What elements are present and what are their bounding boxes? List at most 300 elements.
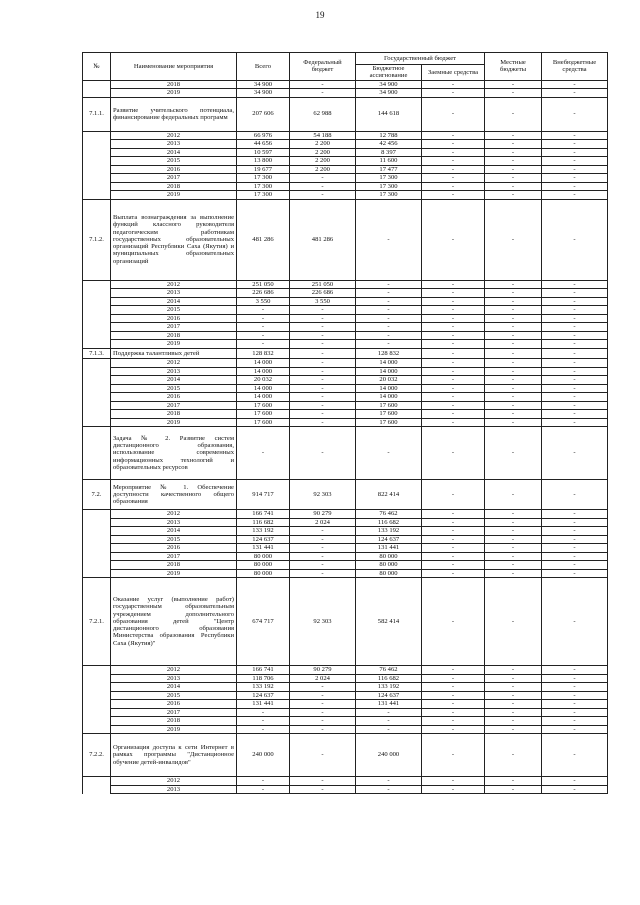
cell-state-assign: 240 000 <box>356 734 422 777</box>
header-federal: Федеральный бюджет <box>290 53 356 81</box>
cell-total: 674 717 <box>237 578 290 666</box>
cell-year: 2014 <box>111 148 237 157</box>
cell-local: - <box>485 148 542 157</box>
table-row-year <box>83 376 608 385</box>
cell-federal: - <box>290 777 356 786</box>
cell-local: - <box>485 348 542 359</box>
cell-state-assign: 42 456 <box>356 140 422 149</box>
cell-federal: 226 686 <box>290 289 356 298</box>
cell-total: 14 000 <box>237 384 290 393</box>
cell-state-assign: 80 000 <box>356 569 422 578</box>
table-row-year <box>83 182 608 191</box>
cell-federal: 54 188 <box>290 131 356 140</box>
cell-state-loan: - <box>422 199 485 280</box>
cell-extra: - <box>542 708 608 717</box>
cell-no <box>83 306 111 315</box>
cell-year: 2014 <box>111 297 237 306</box>
cell-no <box>83 89 111 98</box>
cell-extra: - <box>542 376 608 385</box>
cell-extra: - <box>542 280 608 289</box>
cell-total: - <box>237 340 290 349</box>
table-row-item <box>83 734 608 777</box>
cell-year: 2019 <box>111 725 237 734</box>
table-row-year <box>83 191 608 200</box>
cell-state-assign: 116 682 <box>356 518 422 527</box>
cell-total: 80 000 <box>237 561 290 570</box>
table-row-year <box>83 359 608 368</box>
cell-no <box>83 691 111 700</box>
cell-extra: - <box>542 683 608 692</box>
cell-federal: - <box>290 527 356 536</box>
cell-state-assign: 124 637 <box>356 691 422 700</box>
cell-state-loan: - <box>422 331 485 340</box>
cell-year: 2013 <box>111 674 237 683</box>
cell-local: - <box>485 700 542 709</box>
cell-state-loan: - <box>422 289 485 298</box>
cell-extra: - <box>542 427 608 480</box>
cell-federal: - <box>290 691 356 700</box>
cell-state-loan: - <box>422 674 485 683</box>
table-row-year <box>83 393 608 402</box>
table-row-year <box>83 510 608 519</box>
cell-no <box>83 683 111 692</box>
cell-no <box>83 535 111 544</box>
cell-local: - <box>485 518 542 527</box>
cell-year: 2015 <box>111 535 237 544</box>
cell-total: 14 000 <box>237 393 290 402</box>
cell-extra: - <box>542 331 608 340</box>
cell-year: 2016 <box>111 165 237 174</box>
cell-federal: - <box>290 561 356 570</box>
cell-local: - <box>485 552 542 561</box>
cell-federal: - <box>290 427 356 480</box>
cell-no: 7.1.3. <box>83 348 111 359</box>
table-row-year <box>83 174 608 183</box>
table-row-year <box>83 314 608 323</box>
cell-extra: - <box>542 97 608 131</box>
table-row-year <box>83 401 608 410</box>
cell-federal: - <box>290 785 356 794</box>
cell-local: - <box>485 131 542 140</box>
cell-extra: - <box>542 314 608 323</box>
header-extra: Внебюджетные средства <box>542 53 608 81</box>
cell-local: - <box>485 359 542 368</box>
table-row-year <box>83 140 608 149</box>
cell-state-assign: 20 032 <box>356 376 422 385</box>
cell-total: 226 686 <box>237 289 290 298</box>
cell-year: 2013 <box>111 367 237 376</box>
table-row-year <box>83 561 608 570</box>
cell-local: - <box>485 785 542 794</box>
cell-state-loan: - <box>422 306 485 315</box>
cell-total: 481 286 <box>237 199 290 280</box>
cell-year: 2018 <box>111 182 237 191</box>
cell-state-loan: - <box>422 410 485 419</box>
cell-no <box>83 359 111 368</box>
cell-year: 2015 <box>111 384 237 393</box>
table-row-year <box>83 280 608 289</box>
cell-federal: - <box>290 384 356 393</box>
cell-federal: 3 550 <box>290 297 356 306</box>
cell-local: - <box>485 323 542 332</box>
cell-state-assign: 17 600 <box>356 410 422 419</box>
page-number: 19 <box>315 10 325 20</box>
cell-local: - <box>485 510 542 519</box>
cell-total: 17 300 <box>237 182 290 191</box>
cell-no <box>83 717 111 726</box>
cell-state-assign: - <box>356 323 422 332</box>
cell-state-loan: - <box>422 157 485 166</box>
cell-federal: - <box>290 306 356 315</box>
table-row-year <box>83 777 608 786</box>
cell-state-loan: - <box>422 700 485 709</box>
table-row-year <box>83 717 608 726</box>
cell-extra: - <box>542 359 608 368</box>
cell-state-loan: - <box>422 401 485 410</box>
cell-no <box>83 777 111 786</box>
cell-total: 116 682 <box>237 518 290 527</box>
cell-no <box>83 401 111 410</box>
cell-extra: - <box>542 340 608 349</box>
cell-federal: - <box>290 708 356 717</box>
cell-federal: - <box>290 725 356 734</box>
cell-local: - <box>485 401 542 410</box>
cell-no <box>83 157 111 166</box>
cell-no <box>83 367 111 376</box>
cell-no <box>83 376 111 385</box>
cell-no <box>83 331 111 340</box>
cell-state-assign: 17 477 <box>356 165 422 174</box>
cell-year: 2019 <box>111 191 237 200</box>
cell-name: Организация доступа к сети Интернет в рамках программы "Дистанционное обучение детей-инвалидов" <box>111 734 237 777</box>
cell-state-assign: - <box>356 331 422 340</box>
cell-no <box>83 80 111 89</box>
cell-extra: - <box>542 289 608 298</box>
cell-federal: 2 024 <box>290 518 356 527</box>
cell-state-assign: 582 414 <box>356 578 422 666</box>
cell-extra: - <box>542 323 608 332</box>
cell-total: 124 637 <box>237 691 290 700</box>
cell-no <box>83 340 111 349</box>
cell-year: 2015 <box>111 691 237 700</box>
table-header-row <box>83 53 608 65</box>
cell-state-loan: - <box>422 510 485 519</box>
cell-state-loan: - <box>422 384 485 393</box>
cell-year: 2012 <box>111 280 237 289</box>
table-row-item <box>83 348 608 359</box>
cell-total: 17 300 <box>237 191 290 200</box>
table-row-year <box>83 297 608 306</box>
cell-state-assign: 34 900 <box>356 80 422 89</box>
cell-state-loan: - <box>422 734 485 777</box>
header-state-loan: Заемные средства <box>422 65 485 81</box>
table-row-year <box>83 289 608 298</box>
cell-state-assign: 14 000 <box>356 367 422 376</box>
cell-state-assign: 8 397 <box>356 148 422 157</box>
cell-extra: - <box>542 199 608 280</box>
cell-local: - <box>485 289 542 298</box>
cell-total: 14 000 <box>237 359 290 368</box>
cell-state-loan: - <box>422 777 485 786</box>
cell-local: - <box>485 199 542 280</box>
cell-year: 2019 <box>111 89 237 98</box>
cell-extra: - <box>542 578 608 666</box>
cell-total: 17 600 <box>237 418 290 427</box>
table-row-year <box>83 340 608 349</box>
cell-state-assign: 12 788 <box>356 131 422 140</box>
cell-state-loan: - <box>422 376 485 385</box>
cell-year: 2014 <box>111 527 237 536</box>
cell-local: - <box>485 569 542 578</box>
cell-no <box>83 544 111 553</box>
cell-state-loan: - <box>422 314 485 323</box>
cell-year: 2013 <box>111 140 237 149</box>
cell-no <box>83 297 111 306</box>
cell-local: - <box>485 340 542 349</box>
cell-local: - <box>485 314 542 323</box>
table-row-year <box>83 666 608 675</box>
cell-local: - <box>485 157 542 166</box>
cell-federal: - <box>290 89 356 98</box>
cell-total: 133 192 <box>237 527 290 536</box>
cell-state-loan: - <box>422 518 485 527</box>
cell-extra: - <box>542 157 608 166</box>
cell-extra: - <box>542 410 608 419</box>
cell-local: - <box>485 734 542 777</box>
cell-year: 2016 <box>111 314 237 323</box>
cell-state-assign: - <box>356 725 422 734</box>
cell-no <box>83 518 111 527</box>
cell-total: - <box>237 314 290 323</box>
header-local: Местные бюджеты <box>485 53 542 81</box>
cell-federal: - <box>290 323 356 332</box>
table-row-year <box>83 367 608 376</box>
cell-total: 128 832 <box>237 348 290 359</box>
cell-state-assign: 14 000 <box>356 393 422 402</box>
header-state: Государственный бюджет <box>356 53 485 65</box>
cell-federal: 2 200 <box>290 140 356 149</box>
cell-local: - <box>485 578 542 666</box>
cell-state-loan: - <box>422 131 485 140</box>
cell-total: 80 000 <box>237 552 290 561</box>
cell-total: 251 050 <box>237 280 290 289</box>
table-row-year <box>83 148 608 157</box>
cell-extra: - <box>542 367 608 376</box>
cell-state-assign: 133 192 <box>356 683 422 692</box>
cell-state-loan: - <box>422 165 485 174</box>
cell-state-loan: - <box>422 527 485 536</box>
cell-total: - <box>237 331 290 340</box>
cell-total: 34 900 <box>237 80 290 89</box>
cell-local: - <box>485 535 542 544</box>
cell-total: 10 597 <box>237 148 290 157</box>
cell-total: 166 741 <box>237 510 290 519</box>
cell-state-loan: - <box>422 691 485 700</box>
cell-state-assign: 116 682 <box>356 674 422 683</box>
cell-no <box>83 289 111 298</box>
cell-local: - <box>485 527 542 536</box>
cell-extra: - <box>542 182 608 191</box>
cell-year: 2016 <box>111 700 237 709</box>
cell-total: 14 000 <box>237 367 290 376</box>
cell-extra: - <box>542 518 608 527</box>
cell-total: - <box>237 306 290 315</box>
cell-state-assign: 14 000 <box>356 359 422 368</box>
cell-local: - <box>485 717 542 726</box>
cell-state-loan: - <box>422 561 485 570</box>
cell-extra: - <box>542 174 608 183</box>
cell-local: - <box>485 376 542 385</box>
cell-local: - <box>485 80 542 89</box>
table-row-year <box>83 785 608 794</box>
cell-no: 7.2.1. <box>83 578 111 666</box>
cell-total: 34 900 <box>237 89 290 98</box>
cell-no <box>83 182 111 191</box>
cell-total: 124 637 <box>237 535 290 544</box>
cell-name: Выплата вознаграждения за выполнение функций классного руководителя педагогическим работникам государственных образовательных организаций Республики Саха (Якутия) и муниципальных образовательных организаций <box>111 199 237 280</box>
cell-total: - <box>237 708 290 717</box>
cell-local: - <box>485 174 542 183</box>
cell-extra: - <box>542 717 608 726</box>
cell-state-loan: - <box>422 89 485 98</box>
cell-state-loan: - <box>422 393 485 402</box>
cell-state-assign: 124 637 <box>356 535 422 544</box>
cell-federal: - <box>290 418 356 427</box>
cell-extra: - <box>542 80 608 89</box>
cell-total: 80 000 <box>237 569 290 578</box>
cell-state-assign: 17 600 <box>356 401 422 410</box>
cell-extra: - <box>542 777 608 786</box>
cell-no <box>83 165 111 174</box>
table-row-year <box>83 89 608 98</box>
cell-state-assign: - <box>356 340 422 349</box>
cell-federal: - <box>290 340 356 349</box>
cell-no <box>83 666 111 675</box>
cell-state-assign: 11 600 <box>356 157 422 166</box>
cell-extra: - <box>542 148 608 157</box>
cell-total: - <box>237 725 290 734</box>
cell-federal: 62 988 <box>290 97 356 131</box>
table-row-item <box>83 480 608 510</box>
cell-state-assign: 822 414 <box>356 480 422 510</box>
cell-extra: - <box>542 700 608 709</box>
cell-state-loan: - <box>422 535 485 544</box>
cell-federal: 90 279 <box>290 510 356 519</box>
cell-federal: 92 303 <box>290 578 356 666</box>
cell-local: - <box>485 544 542 553</box>
cell-year: 2012 <box>111 777 237 786</box>
cell-extra: - <box>542 785 608 794</box>
table-row-year <box>83 80 608 89</box>
table-row-item <box>83 199 608 280</box>
cell-year: 2012 <box>111 510 237 519</box>
cell-no <box>83 785 111 794</box>
header-no: № <box>83 53 111 81</box>
cell-name: Поддержка талантливых детей <box>111 348 237 359</box>
cell-state-loan: - <box>422 280 485 289</box>
cell-local: - <box>485 561 542 570</box>
cell-name: Мероприятие № 1. Обеспечение доступности качественного общего образования <box>111 480 237 510</box>
table-row-item <box>83 427 608 480</box>
cell-year: 2012 <box>111 666 237 675</box>
cell-state-loan: - <box>422 708 485 717</box>
cell-no <box>83 393 111 402</box>
cell-total: - <box>237 785 290 794</box>
cell-extra: - <box>542 418 608 427</box>
cell-local: - <box>485 666 542 675</box>
cell-state-loan: - <box>422 569 485 578</box>
cell-no <box>83 427 111 480</box>
cell-federal: 2 200 <box>290 165 356 174</box>
cell-federal: - <box>290 683 356 692</box>
cell-no <box>83 148 111 157</box>
cell-local: - <box>485 140 542 149</box>
cell-state-assign: - <box>356 785 422 794</box>
cell-total: 66 976 <box>237 131 290 140</box>
cell-state-loan: - <box>422 367 485 376</box>
cell-state-loan: - <box>422 683 485 692</box>
cell-state-loan: - <box>422 182 485 191</box>
cell-federal: 481 286 <box>290 199 356 280</box>
cell-local: - <box>485 384 542 393</box>
cell-local: - <box>485 683 542 692</box>
cell-federal: - <box>290 734 356 777</box>
cell-total: 17 300 <box>237 174 290 183</box>
cell-year: 2016 <box>111 544 237 553</box>
cell-extra: - <box>542 401 608 410</box>
cell-no <box>83 510 111 519</box>
cell-state-assign: - <box>356 199 422 280</box>
cell-extra: - <box>542 691 608 700</box>
cell-local: - <box>485 777 542 786</box>
cell-local: - <box>485 97 542 131</box>
cell-no <box>83 384 111 393</box>
cell-local: - <box>485 410 542 419</box>
cell-extra: - <box>542 510 608 519</box>
table-row-year <box>83 691 608 700</box>
cell-state-assign: 80 000 <box>356 552 422 561</box>
cell-local: - <box>485 480 542 510</box>
cell-no <box>83 552 111 561</box>
cell-state-loan: - <box>422 323 485 332</box>
cell-state-loan: - <box>422 97 485 131</box>
cell-federal: - <box>290 376 356 385</box>
cell-state-assign: 76 462 <box>356 510 422 519</box>
cell-no <box>83 323 111 332</box>
cell-year: 2019 <box>111 569 237 578</box>
cell-extra: - <box>542 384 608 393</box>
cell-year: 2017 <box>111 401 237 410</box>
cell-year: 2013 <box>111 785 237 794</box>
cell-extra: - <box>542 535 608 544</box>
cell-total: 19 677 <box>237 165 290 174</box>
cell-state-loan: - <box>422 480 485 510</box>
cell-total: 44 656 <box>237 140 290 149</box>
cell-state-assign: 80 000 <box>356 561 422 570</box>
cell-total: - <box>237 323 290 332</box>
cell-extra: - <box>542 297 608 306</box>
table-row-year <box>83 527 608 536</box>
cell-federal: - <box>290 80 356 89</box>
cell-name: Оказание услуг (выполнение работ) государственным образовательным учреждением дополнительного образования детей "Центр дистанционного образования Министерства образования Республики Саха (Якутия)" <box>111 578 237 666</box>
cell-extra: - <box>542 569 608 578</box>
cell-federal: 92 303 <box>290 480 356 510</box>
cell-local: - <box>485 674 542 683</box>
cell-state-loan: - <box>422 148 485 157</box>
table-row-year <box>83 323 608 332</box>
cell-year: 2017 <box>111 174 237 183</box>
cell-state-loan: - <box>422 578 485 666</box>
